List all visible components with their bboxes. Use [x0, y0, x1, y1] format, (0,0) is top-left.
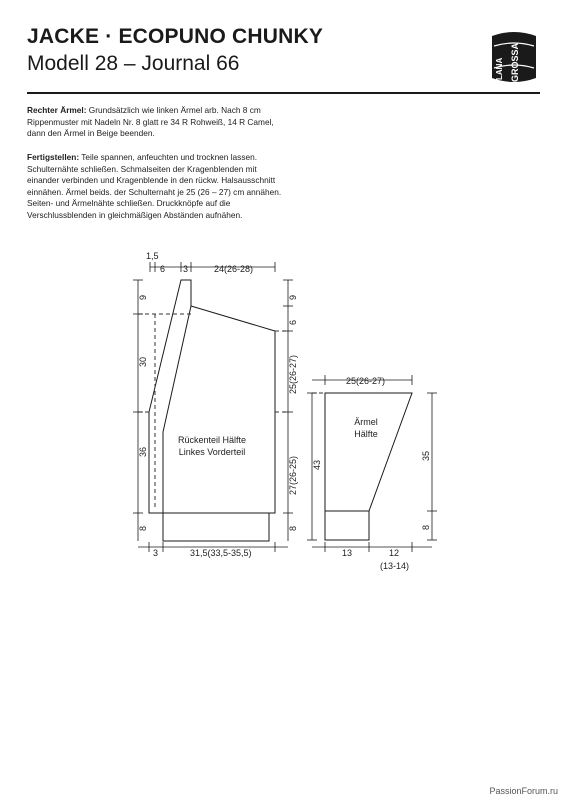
page-subtitle: Modell 28 – Journal 66 — [27, 52, 240, 75]
dim-collar-width: 3 — [183, 264, 189, 274]
sleeve-heading: Rechter Ärmel: — [27, 105, 87, 115]
dim-sleeve-bottom-increase: 12 — [389, 548, 400, 558]
dim-left-neck-height: 30 — [138, 356, 148, 367]
svg-text:LANA: LANA — [495, 57, 504, 80]
page-title: JACKE · ECOPUNO CHUNKY — [27, 25, 324, 48]
dim-rib-height: 8 — [138, 525, 148, 531]
dim-sleeve-bottom-width: 13 — [342, 548, 353, 558]
dim-shoulder-width: 24(26-28) — [214, 264, 254, 274]
dim-left-collar-height: 9 — [138, 294, 148, 300]
dim-right-collar-height: 9 — [288, 294, 298, 300]
dim-shoulder-drop: 6 — [288, 319, 298, 325]
sleeve-outline — [325, 393, 412, 540]
dim-bottom-band: 3 — [153, 548, 159, 558]
dim-sleeve-rib-height: 8 — [421, 524, 431, 530]
dim-bottom-width: 31,5(33,5-35,5) — [190, 548, 252, 558]
dim-sleeve-right-height: 35 — [421, 450, 431, 461]
dim-sleeve-bottom-increase-sizes: (13-14) — [380, 561, 410, 571]
sleeve-label-line2: Hälfte — [354, 429, 378, 439]
dim-right-rib-height: 8 — [288, 525, 298, 531]
dimension-lines — [133, 262, 437, 552]
dim-sleeve-top-width: 25(26-27) — [346, 376, 386, 386]
dim-sleeve-left-height: 43 — [312, 459, 322, 470]
watermark: PassionForum.ru — [489, 786, 558, 796]
finishing-text: Teile spannen, anfeuchten und trocknen lassen. Schulternähte schließen. Schmalseiten der Kragenblenden mit einander verbinden und Kragenblende in den rückw. Halsausschnitt einnähen. Ärmel beids. der Schulternaht je 25 (26 – 27) cm annähen. Seiten- und Ärmelnähte schließen. Druckknöpfe auf die Verschlussblenden in gleichmäßigen Abständen aufnähen. — [27, 152, 282, 220]
finishing-heading: Fertigstellen: — [27, 152, 80, 162]
dim-left-lower-height: 36 — [138, 446, 148, 457]
dim-top-offset: 1,5 — [146, 251, 159, 261]
sleeve-label-line1: Ärmel — [354, 417, 378, 427]
dim-armhole-height: 25(26-27) — [288, 354, 298, 394]
sleeve-text: Grundsätzlich wie linken Ärmel arb. Nach 8 cm Rippenmuster mit Nadeln Nr. 8 glatt re 34 R Rohweiß, 14 R Camel, dann den Ärmel in Beige beenden. — [27, 105, 274, 139]
dim-top-segment: 6 — [160, 264, 166, 274]
body-label-line1: Rückenteil Hälfte — [177, 435, 247, 445]
body-label-line2: Linkes Vorderteil — [178, 447, 246, 457]
svg-text:GROSSA: GROSSA — [510, 42, 520, 82]
dim-side-height: 27(26-25) — [288, 455, 298, 495]
